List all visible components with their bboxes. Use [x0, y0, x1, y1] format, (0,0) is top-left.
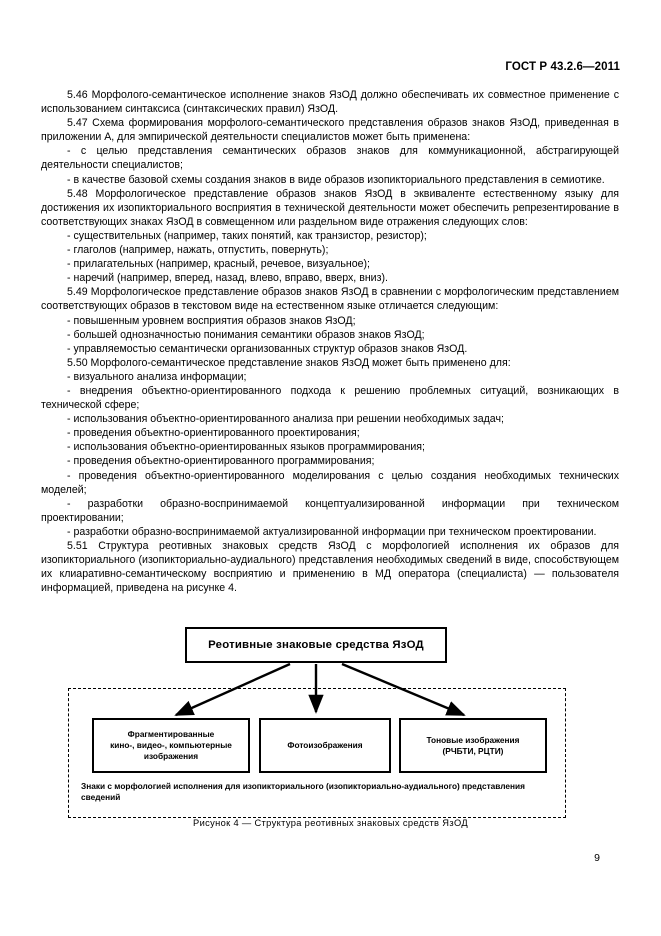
running-header: ГОСТ Р 43.2.6—2011	[505, 61, 620, 73]
figure-leaf-box-3	[399, 718, 547, 773]
paragraph-5-50: 5.50 Морфолого-семантическое представление знаков ЯзОД может быть применено для:	[67, 356, 511, 369]
figure-leaf-box-3-label: Тоновые изображения (РЧБТИ, РЦТИ)	[426, 734, 520, 756]
figure-group-container	[68, 688, 566, 818]
list-item-5-50-9: - разработки образно-воспринимаемой актуализированной информации при техническом проектировании.	[67, 525, 597, 538]
figure-4	[0, 627, 661, 837]
list-item-5-49-1: - повышенным уровнем восприятия образов знаков ЯзОД;	[67, 314, 356, 327]
page-number: 9	[594, 852, 600, 864]
list-item-5-47-1: - с целью представления семантических образов знаков для коммуникационной, абстрагирующей деятельности специалистов;	[41, 145, 619, 172]
list-item-5-50-6: - проведения объектно-ориентированного программирования;	[67, 455, 375, 468]
list-item-5-48-2: - глаголов (например, нажать, отпустить, повернуть);	[67, 244, 329, 257]
figure-group-label: Знаки с морфологией исполнения для изопикториального (изопикториально-аудиального) представления сведений	[81, 781, 525, 802]
figure-leaf-box-1	[92, 718, 250, 773]
paragraph-5-46: 5.46 Морфолого-семантическое исполнение знаков ЯзОД должно обеспечивать их совместное применение с использованием синтаксиса (синтаксических правил) ЯзОД.	[41, 89, 619, 116]
list-item-5-47-2: - в качестве базовой схемы создания знаков в виде образов изопикториального представления в семиотике.	[67, 173, 605, 186]
figure-root-box-label: Реотивные знаковые средства ЯзОД	[208, 639, 424, 651]
paragraph-5-51: 5.51 Структура реотивных знаковых средств ЯзОД с морфологией исполнения их образов для изопикториального (изопикториально-аудиального) представления необходимых сведений в виде, способствующем их клиаративно-семантическому восприятию и применению в МД оператора (специалиста) — пользователя информацией, приведена на рисунке 4.	[41, 540, 619, 595]
figure-root-box	[185, 627, 447, 663]
body-text	[41, 88, 619, 595]
list-item-5-50-4: - проведения объектно-ориентированного проектирования;	[67, 427, 360, 440]
list-item-5-48-4: - наречий (например, вперед, назад, влево, вправо, вверх, вниз).	[67, 272, 388, 285]
figure-caption: Рисунок 4 — Структура реотивных знаковых средств ЯзОД	[193, 818, 468, 828]
list-item-5-48-3: - прилагательных (например, красный, речевое, визуальное);	[67, 258, 370, 271]
list-item-5-50-3: - использования объектно-ориентированного анализа при решении необходимых задач;	[67, 413, 504, 426]
list-item-5-48-1: - существительных (например, таких понятий, как транзистор, резистор);	[67, 229, 427, 242]
figure-leaf-box-1-label: Фрагментированные кино-, видео-, компьютерные изображения	[110, 729, 232, 761]
paragraph-5-48: 5.48 Морфологическое представление образов знаков ЯзОД в эквиваленте естественному языку для достижения их изопикториального восприятия в технической деятельности может обеспечить репрезентирование в соответствующих знаках ЯзОД в совмещенном или раздельном виде отражения следующих слов:	[41, 187, 619, 228]
figure-leaf-box-2	[259, 718, 391, 773]
paragraph-5-49: 5.49 Морфологическое представление образов знаков ЯзОД в сравнении с морфологическим представлением соответствующих образов в текстовом виде на естественном языке отличается следующим:	[41, 286, 619, 313]
list-item-5-50-5: - использования объектно-ориентированных языков программирования;	[67, 441, 425, 454]
list-item-5-50-1: - визуального анализа информации;	[67, 370, 247, 383]
figure-leaf-box-2-label: Фотоизображения	[287, 740, 363, 750]
list-item-5-50-2: - внедрения объектно-ориентированного подхода к решению проблемных ситуаций, возникающих в технической сфере;	[41, 384, 619, 412]
list-item-5-50-8: - разработки образно-воспринимаемой концептуализированной информации при техническом проектировании;	[41, 497, 619, 524]
paragraph-5-47: 5.47 Схема формирования морфолого-семантического представления образов знаков ЯзОД, приведенная в приложении А, для эмпирической деятельности специалистов может быть применена:	[41, 117, 619, 144]
list-item-5-49-2: - большей однозначностью понимания семантики образов знаков ЯзОД;	[67, 328, 425, 341]
list-item-5-50-7: - проведения объектно-ориентированного моделирования с целью создания необходимых технических моделей;	[41, 469, 619, 496]
list-item-5-49-3: - управляемостью семантически организованных структур образов знаков ЯзОД.	[67, 342, 468, 355]
